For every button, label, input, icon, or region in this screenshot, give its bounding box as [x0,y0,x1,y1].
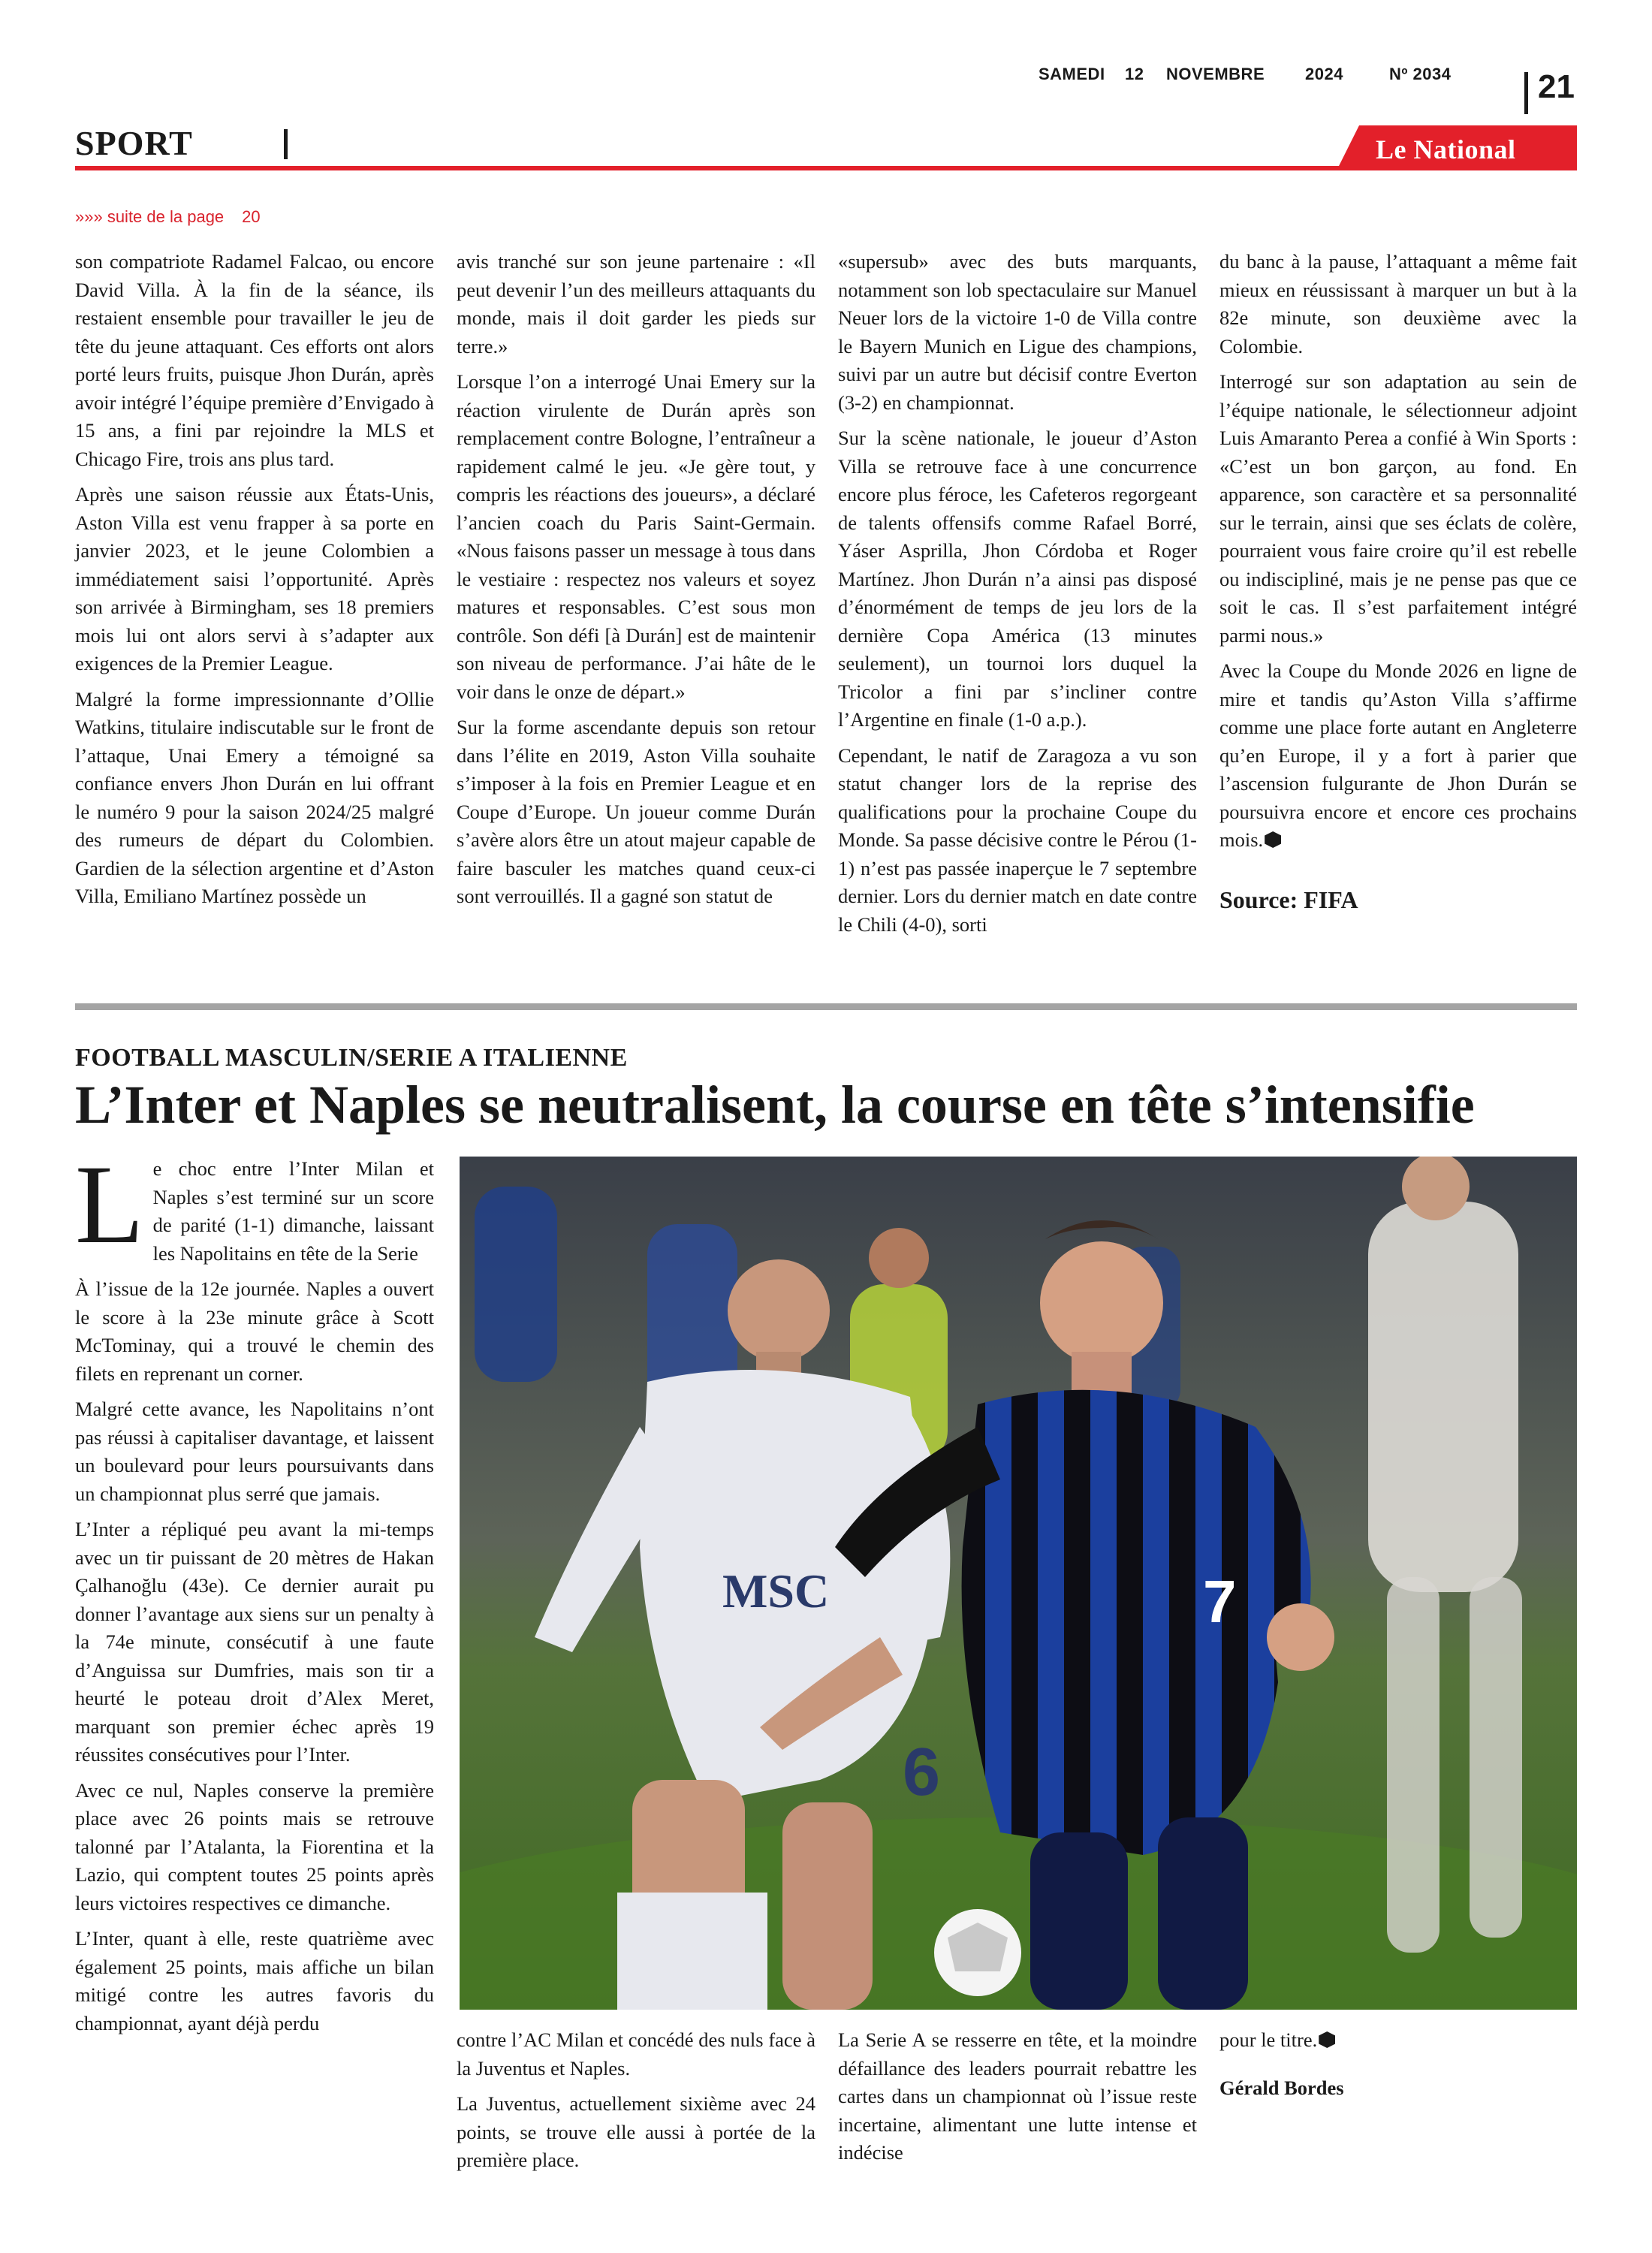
paragraph: Sur la forme ascendante depuis son retour dans l’élite en 2019, Aston Villa souhaite s’imposer à la fois en Premier League et en Coupe d’Europe. Un joueur comme Durán s’avère alors être un atout majeur capable de faire basculer les matches quand ceux-ci sont verrouillés. Il a gagné son statut de [457,716,815,907]
header-date: 12 [1125,65,1144,83]
paragraph: La Serie A se resserre en tête, et la moindre défaillance des leaders pourrait rebattre les cartes dans un championnat où l’issue reste incertaine, alimentant une lutte intense et indécise [838,2028,1197,2164]
lead-text: e choc entre l’Inter Milan et Naples s’est terminé sur un score de parité (1-1) dimanche, laissant les Napolitains en tête de la Serie [152,1157,434,1265]
paragraph: La Juventus, actuellement sixième avec 24 points, se trouve elle aussi à portée de la première place. [457,2092,815,2171]
drop-cap: L [75,1142,144,1267]
sponsor-text: MSC [722,1564,830,1618]
article2-column-3 [838,2026,1197,2175]
article2-column-2 [457,2026,815,2182]
end-mark-icon [1319,2031,1335,2048]
inter-shirt-number: 7 [1203,1568,1237,1635]
article-kicker: FOOTBALL MASCULIN/SERIE A ITALIENNE [75,1044,628,1072]
paragraph: À l’issue de la 12e journée. Naples a ouvert le score à la 23e minute grâce à Scott McTominay, qui a trouvé le chemin des filets en reprenant un corner. [75,1277,434,1385]
paragraph: Malgré cette avance, les Napolitains n’ont pas réussi à capitaliser davantage, et laissent un boulevard pour leurs poursuivants dans un championnat plus serré que jamais. [75,1398,434,1505]
paragraph [1219,2026,1577,2055]
paragraph-text: pour le titre. [1219,2028,1318,2051]
page-number: 21 [1538,68,1575,105]
continued-label: »»» suite de la page [75,207,225,226]
paragraph: contre l’AC Milan et concédé des nuls face à la Juventus et Naples. [457,2028,815,2080]
page-number-divider [1524,72,1528,114]
article-headline: L’Inter et Naples se neutralisent, la course en tête s’intensifie [75,1075,1475,1135]
paragraph: avis tranché sur son jeune partenaire : «Il peut devenir l’un des meilleurs attaquants du monde, mais il doit garder les pieds sur terre.» [457,250,815,357]
section-separator [75,1003,1577,1010]
section-title: SPORT [75,124,193,162]
article1-column-1 [75,248,434,918]
paragraph: «supersub» avec des buts marquants, notamment son lob spectaculaire sur Manuel Neuer lors de la victoire 1-0 de Villa contre le Bayern Munich en Ligue des champions, suivi par un autre but décisif contre Everton (3-2) en championnat. [838,250,1197,414]
paragraph: L’Inter a répliqué peu avant la mi-temps avec un tir puissant de 20 mètres de Hakan Çalhanoğlu (43e). Ce dernier aurait pu donner l’avantage aux siens sur un penalty à la 74e minute, consécutif à une faute d’Anguissa sur Dumfries, mais son tir a heurté le poteau droit d’Alex Meret, marquant son premier échec après 19 réussites consécutives pour l’Inter. [75,1518,434,1766]
paragraph: Malgré la forme impressionnante d’Ollie Watkins, titulaire indiscutable sur le front de l’attaque, Unai Emery a témoigné sa confiance envers Jhon Durán en lui offrant le numéro 9 pour la saison 2024/25 malgré des rumeurs de départ du Colombien. Gardien de la sélection argentine et d’Aston Villa, Emiliano Martínez possède un [75,687,434,907]
paragraph: son compatriote Radamel Falcao, ou encore David Villa. À la fin de la séance, ils restaient ensemble pour travailler le jeu de tête du jeune attaquant. Ces efforts ont alors porté leurs fruits, puisque Jhon Durán, après avoir intégré l’équipe première d’Envigado à 15 ans, a fini par rejoindre la MLS et Chicago Fire, trois ans plus tard. [75,250,434,470]
paragraph [1219,657,1577,855]
end-mark-icon [1265,831,1281,848]
white-kit-shirt-number: 6 [903,1735,941,1810]
paragraph: Sur la scène nationale, le joueur d’Aston Villa se retrouve face à une concurrence encore plus féroce, les Cafeteros regorgeant de talents offensifs comme Rafael Borré, Yáser Asprilla, Jhon Córdoba et Roger Martínez. Jhon Durán n’a ainsi pas disposé d’énormément de temps de jeu lors de la dernière Copa América (13 minutes seulement), un tournoi lors duquel la Tricolor a fini par s’incliner contre l’Argentine en finale (1-0 a.p.). [838,427,1197,731]
article1-column-2 [457,248,815,918]
paragraph: Lorsque l’on a interrogé Unai Emery sur la réaction virulente de Durán après son remplacement contre Bologne, l’entraîneur a rapidement calmé le jeu. «Je gère tout, y compris les réactions des joueurs», a déclaré l’ancien coach du Paris Saint-Germain. «Nous faisons passer un message à tous dans le vestiaire : respectez nos valeurs et soyez matures et responsables. C’est sous mon contrôle. Son défi [à Durán] est de maintenir son niveau de performance. J’ai hâte de le voir dans le onze de départ.» [457,370,815,703]
paragraph: Cependant, le natif de Zaragoza a vu son statut changer lors de la reprise des qualifications pour la prochaine Coupe du Monde. Sa passe décisive contre le Pérou (1-1) n’est pas passée inaperçue le 7 septembre dernier. Lors du dernier match en date contre le Chili (4-0), sorti [838,743,1197,936]
article1-column-4 [1219,248,1577,921]
article-source: Source: FIFA [1219,885,1358,913]
paragraph: L’Inter, quant à elle, reste quatrième avec également 25 points, mais affiche un bilan mitigé contre les autres favoris du championnat, ayant déjà perdu [75,1927,434,2034]
paragraph: Avec ce nul, Naples conserve la première place avec 26 points mais se retrouve talonné par l’Atalanta, la Fiorentina et la Lazio, qui comptent toutes 25 points après leurs victoires respectives ce dimanche. [75,1778,434,1914]
header-month: NOVEMBRE [1166,65,1265,83]
header-issue-number: Nº 2034 [1389,65,1452,83]
section-divider [284,129,288,159]
paragraph: Interrogé sur son adaptation au sein de l’équipe nationale, le sélectionneur adjoint Luis Amaranto Perea a confié à Win Sports : «C’est un bon garçon, au fond. En apparence, son caractère et sa personnalité sur le terrain, ainsi que ses éclats de colère, pourraient vous faire croire qu’il est rebelle ou indiscipliné, mais je ne pense pas que ce soit le cas. Il s’est parfaitement intégré parmi nous.» [1219,370,1577,647]
paragraph-text: Avec la Coupe du Monde 2026 en ligne de mire et tandis qu’Aston Villa s’affirme comme une place forte autant en Angleterre qu’en Europe, il y a fort à parier que l’ascension fulgurante de Jhon Durán se poursuivra encore et encore ces prochains mois. [1219,659,1577,851]
paragraph: du banc à la pause, l’attaquant a même fait mieux en réussissant à marquer un but à la 82e minute, son deuxième avec la Colombie. [1219,250,1577,357]
paragraph: Après une saison réussie aux États-Unis, Aston Villa est venu frapper à sa porte en janvier 2023, et le jeune Colombien a immédiatement saisi l’opportunité. Après son arrivée à Birmingham, ses 18 premiers mois lui ont alors servi à s’adapter aux exigences de la Premier League. [75,483,434,674]
continued-page: 20 [242,207,261,226]
header-year: 2024 [1305,65,1343,83]
brand-name: Le National [1376,134,1516,164]
article2-column-1 [75,1142,434,2045]
match-photo [460,1157,1577,2010]
article-author: Gérald Bordes [1219,2076,1344,2099]
lead-paragraph [75,1142,434,1268]
article2-column-4 [1219,2026,1577,2110]
header-day: SAMEDI [1039,65,1105,83]
article1-column-3 [838,248,1197,946]
continued-from-link[interactable] [75,207,261,227]
